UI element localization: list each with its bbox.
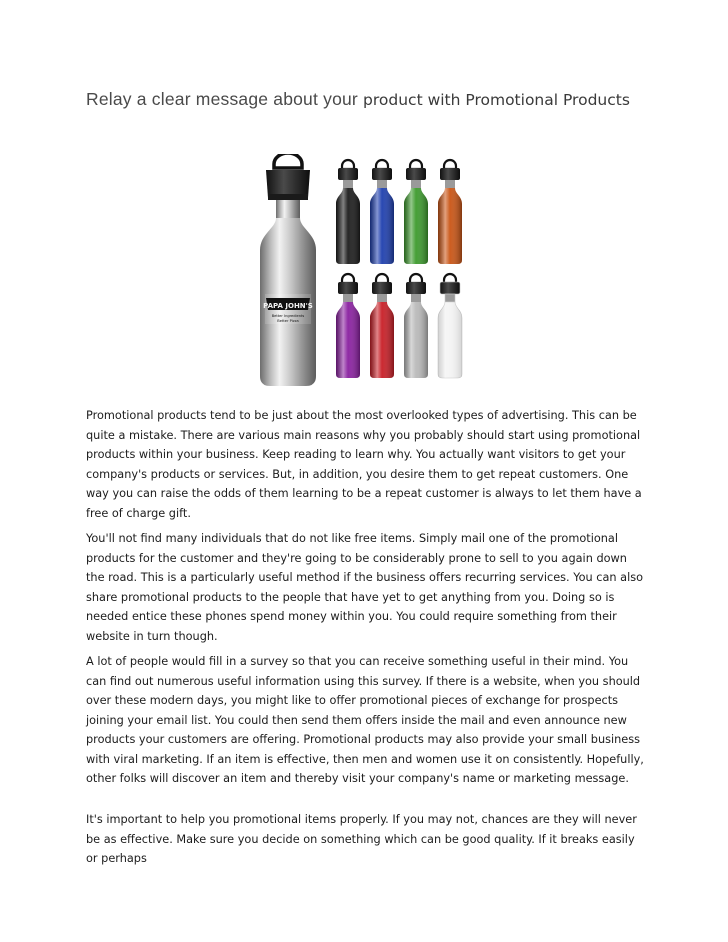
heading-part-2: product with Promotional Products: [363, 91, 630, 109]
svg-text:PAPA JOHN'S: PAPA JOHN'S: [263, 302, 313, 310]
body-paragraph-3: A lot of people would fill in a survey so that you can receive something useful in their mind. You can find out numerous useful information using this survey. If there is a website, when you should over these modern days, you might like to offer promotional pieces of exchange for prospects joining your email list. You could then send them offers inside the mail and even announce new products your customers are offering. Promotional products may also provide your small business with viral marketing. If an item is effective, then men and women use it on consistently. Hopefully, other folks will discover an item and thereby visit your company's name or marketing message.: [86, 655, 644, 785]
blue-bottle: [370, 160, 394, 264]
purple-bottle: [336, 274, 360, 378]
heading-part-1: Relay a clear message about your: [86, 89, 364, 109]
black-bottle: [336, 160, 360, 264]
page-heading: [86, 87, 646, 113]
large-steel-bottle: [260, 154, 316, 386]
body-paragraph-4: It's important to help you promotional items properly. If you may not, chances are they will never be as effective. Make sure you decide on something which can be good quality. If it breaks easily or perhaps: [86, 813, 637, 865]
body-paragraph-1: Promotional products tend to be just about the most overlooked types of advertising. This can be quite a mistake. There are various main reasons why you probably should start using promotional products within your business. Keep reading to learn why. You actually want visitors to get your company's products or services. But, in addition, you desire them to get repeat customers. One way you can raise the odds of them learning to be a repeat customer is always to let them have a free of charge gift.: [86, 409, 642, 520]
svg-text:Better Ingredients: Better Ingredients: [271, 314, 305, 318]
papa-johns-logo: [263, 294, 313, 324]
green-bottle: [404, 160, 428, 264]
silver-bottle: [404, 274, 428, 378]
orange-bottle: [438, 160, 462, 264]
product-photo-water-bottles: [252, 154, 474, 394]
body-paragraph-2: You'll not find many individuals that do not like free items. Simply mail one of the promotional products for the customer and they're going to be considerably prone to sell to you again down the road. This is a particularly useful method if the business offers recurring services. You can also share promotional products to the people that have yet to get anything from you. Doing so is needed entice these phones spend money within you. You could require something from their website in turn though.: [86, 532, 644, 643]
svg-text:Better Pizza: Better Pizza: [277, 319, 299, 323]
red-bottle: [370, 274, 394, 378]
white-bottle: [438, 274, 462, 378]
